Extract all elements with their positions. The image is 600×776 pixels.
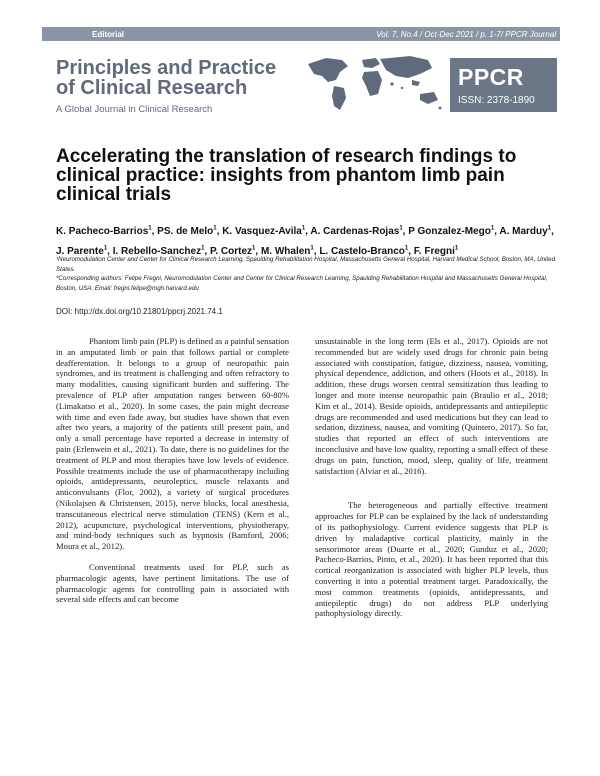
journal-title-line1: Principles and Practice bbox=[56, 57, 277, 79]
author: A. Marduy$^1$, bbox=[499, 226, 554, 238]
author: P Gonzalez-Mego$^1$, bbox=[408, 226, 500, 238]
author: PS. de Melo$^1$, bbox=[157, 226, 223, 238]
corresponding-author: *Corresponding authors: Felipe Fregni, Neuromodulation Center and Center for Clinical Research Learning, Spaulding Rehabilitation Hospital and Massachusetts General Hospital, Boston, USA. Email: fregni.felipe@mgh.harvard.edu bbox=[56, 275, 548, 292]
author: F. Fregni$^1$ bbox=[413, 245, 459, 257]
author: P. Cortez$^1$, bbox=[209, 245, 261, 257]
affiliation-1: ¹Neuromodulation Center and Center for Clinical Research Learning, Spaulding Rehabilitation Hospital, Massachusetts General Hospital, Harvard Medical School, Boston, MA, United States. bbox=[56, 256, 556, 273]
author: K. Pacheco-Barrios$^1$, bbox=[56, 226, 158, 238]
world-map-logo bbox=[300, 50, 450, 118]
journal-title-line2: of Clinical Research bbox=[56, 77, 248, 99]
author: M. Whalen$^1$, bbox=[260, 245, 320, 257]
paragraph: unsustainable in the long term (Els et al., 2017). Opioids are not recommended but are widely used drugs for chronic pain being associated with constipation, fatigue, dizziness, nausea, vomiting, physical dependence, addiction, and others (Hoots et al., 2018). In addition, these drugs worsen central sensitization thus leading to longer and more intense neuropathic pain (Braulio et al., 2018; Kim et al., 2014). Beside opioids, antidepressants and antiepileptic drugs are recommended and used medications but they can lead to sedation, dizziness, nausea, and vomiting (Quintero, 2017). So far, studies that reported an effect of such interventions are inconclusive and have low quality, reporting a small effect of these drugs on pain, function, mood, sleep, quality of life, treatment satisfaction (Alviar et al., 2016). bbox=[315, 336, 548, 476]
author: L. Castelo-Branco$^1$, bbox=[319, 245, 414, 257]
paragraph: Conventional treatments used for PLP, such as pharmacologic agents, have pertinent limitations. The use of pharmacologic agents for controlling pain is associated with several side effects and can become bbox=[56, 561, 289, 605]
article-title: Accelerating the translation of research findings to clinical practice: insights from phantom limb pain clinical trials bbox=[56, 146, 517, 205]
body-column-left bbox=[56, 336, 289, 615]
body-column-right bbox=[315, 336, 548, 629]
ppcr-logo-block bbox=[450, 58, 557, 112]
author-list bbox=[56, 221, 556, 260]
affiliations bbox=[56, 255, 556, 293]
paragraph: Phantom limb pain (PLP) is defined as a painful sensation in an amputated limb or pain that follows partial or complete deafferentation. It belongs to a group of neuropathic pain syndromes, and its treatment is challenging and often refractory to many modalities, causing significant burden and suffering. The prevalence of PLP after amputation ranges between 60-80% (Limakatso et al., 2020). In some cases, the pain might decrease with time and even fade away, but studies have shown that even after two years, a majority of the patients still present pain, and only a small percentage have reported a decrease in intensity of pain (Erlenwein et al., 2021). To date, there is no guidelines for the treatment of PLP and most therapies have low levels of evidence. Possible treatments include the use of pharmacotherapy including opioids, antidepressants, neuroleptics, muscle relaxants and anticonvulsants (Flor, 2002), a variety of surgical procedures (Nikolajsen & Christensen, 2015), nerve blocks, local anesthesia, transcutaneous electrical nerve stimulation (TENS) (Kern et al., 2012), acupuncture, psychological interventions, physiotherapy, and mind-body techniques such as hypnosis (Bamford, 2006; Moura et al., 2012). bbox=[56, 336, 289, 552]
author: K. Vasquez-Avila$^1$, bbox=[222, 226, 311, 238]
journal-header-bar bbox=[42, 27, 560, 41]
ppcr-logo-text: PPCR bbox=[458, 64, 524, 90]
paragraph: The heterogeneous and partially effective treatment approaches for PLP can be explained by the lack of understanding of its pathophysiology. Current evidence suggests that PLP is driven by maladaptive cortical plasticity, mainly in the sensorimotor areas (Duarte et al., 2020; Gunduz et al., 2020; Pacheco-Barrios, Pinto, et al., 2020). It has been reported that this cortical reorganization is associated with higher PLP levels, thus converting it into a potential treatment target. Paradoxically, the most common treatments (opioids, antidepressants, and antiepileptic drugs) do not address PLP underlying pathophysiology directly. bbox=[315, 500, 548, 619]
volume-info: Vol. 7, No.4 / Oct-Dec 2021 / p. 1-7/ PPCR Journal bbox=[376, 29, 556, 39]
author: J. Parente$^1$, bbox=[56, 245, 113, 257]
journal-subtitle: A Global Journal in Clinical Research bbox=[56, 104, 213, 115]
doi-link[interactable]: DOI: http://dx.doi.org/10.21801/ppcrj.2021.74.1 bbox=[56, 307, 223, 316]
author: A. Cardenas-Rojas$^1$, bbox=[310, 226, 409, 238]
section-label: Editorial bbox=[92, 29, 125, 39]
author: I. Rebello-Sanchez$^1$, bbox=[112, 245, 210, 257]
issn: ISSN: 2378-1890 bbox=[458, 95, 535, 106]
